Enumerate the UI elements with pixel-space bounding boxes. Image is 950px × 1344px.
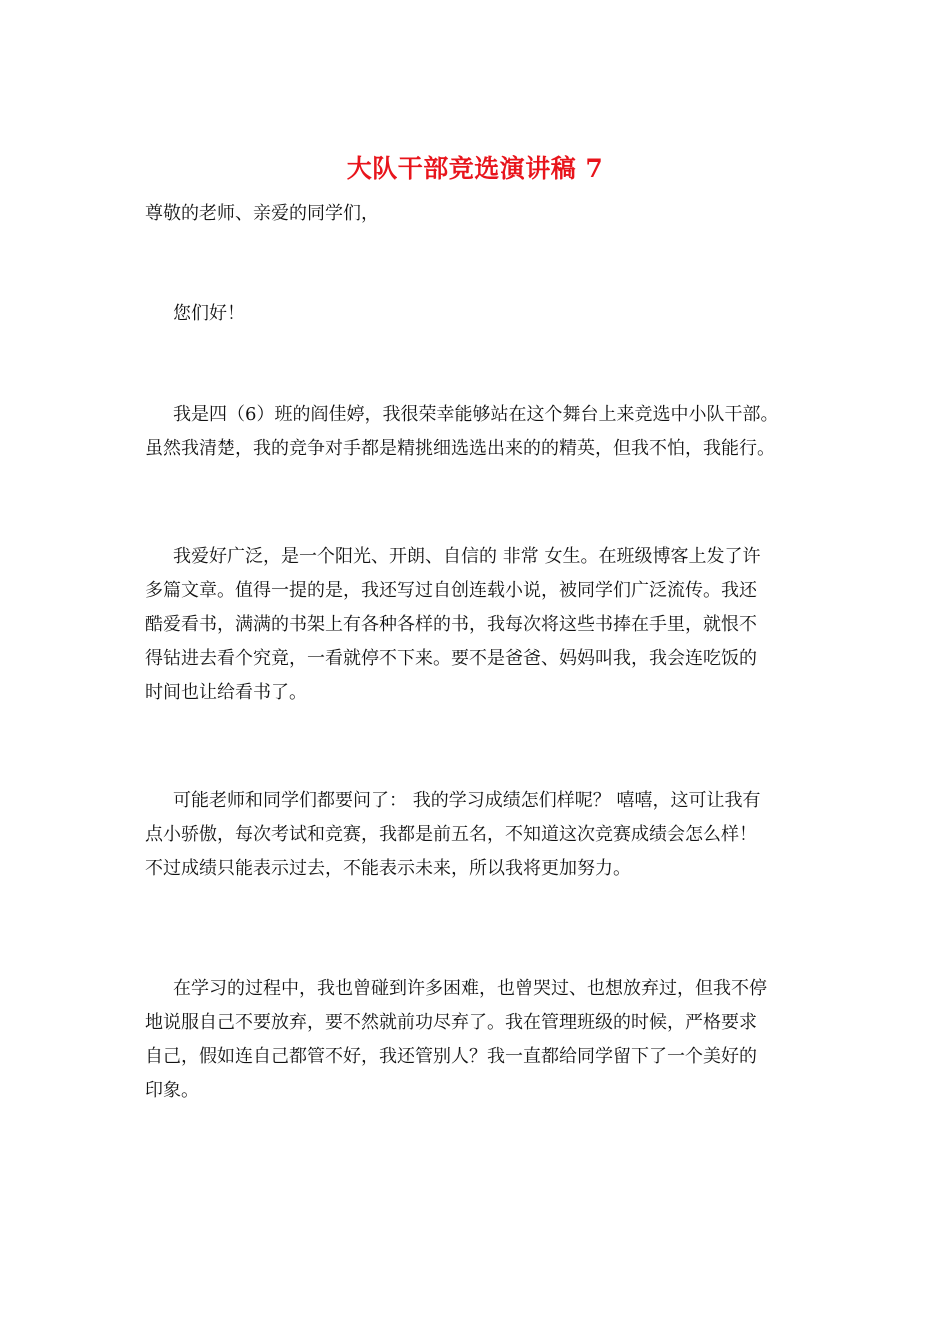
paragraph-line: 虽然我清楚，我的竞争对手都是精挑细选选出来的的精英，但我不怕，我能行。 xyxy=(145,438,775,459)
paragraph-line: 时间也让给看书了。 xyxy=(145,682,307,703)
paragraph-line: 自己，假如连自己都管不好，我还管别人？我一直都给同学留下了一个美好的 xyxy=(145,1046,757,1067)
document-title: 大队干部竞选演讲稿 7 xyxy=(346,154,604,183)
paragraph-line: 地说服自己不要放弃，要不然就前功尽弃了。我在管理班级的时候，严格要求 xyxy=(145,1012,757,1033)
greeting-line: 您们好！ xyxy=(173,303,245,324)
greeting xyxy=(145,297,815,331)
paragraph-3 xyxy=(145,784,815,886)
paragraph-line: 不过成绩只能表示过去，不能表示未来，所以我将更加努力。 xyxy=(145,858,631,879)
paragraph-2 xyxy=(145,540,815,710)
paragraph-line: 可能老师和同学们都要问了： 我的学习成绩怎们样呢？ 嘻嘻，这可让我有 xyxy=(173,790,761,811)
paragraph-4 xyxy=(145,972,815,1108)
paragraph-line: 多篇文章。值得一提的是，我还写过自创连载小说，被同学们广泛流传。我还 xyxy=(145,580,757,601)
paragraph-line: 酷爱看书，满满的书架上有各种各样的书，我每次将这些书捧在手里，就恨不 xyxy=(145,614,757,635)
paragraph-line: 我是四（6）班的阎佳婷，我很荣幸能够站在这个舞台上来竞选中小队干部。 xyxy=(173,404,779,425)
paragraph-line: 我爱好广泛，是一个阳光、开朗、自信的 非常 女生。在班级博客上发了许 xyxy=(173,546,761,567)
paragraph-line: 印象。 xyxy=(145,1080,199,1101)
salutation xyxy=(145,197,815,231)
paragraph-line: 在学习的过程中，我也曾碰到许多困难，也曾哭过、也想放弃过，但我不停 xyxy=(173,978,767,999)
paragraph-1 xyxy=(145,398,815,466)
salutation-line: 尊敬的老师、亲爱的同学们， xyxy=(145,203,379,224)
paragraph-line: 得钻进去看个究竟，一看就停不下来。要不是爸爸、妈妈叫我，我会连吃饭的 xyxy=(145,648,757,669)
paragraph-line: 点小骄傲，每次考试和竞赛，我都是前五名，不知道这次竞赛成绩会怎么样！ xyxy=(145,824,757,845)
